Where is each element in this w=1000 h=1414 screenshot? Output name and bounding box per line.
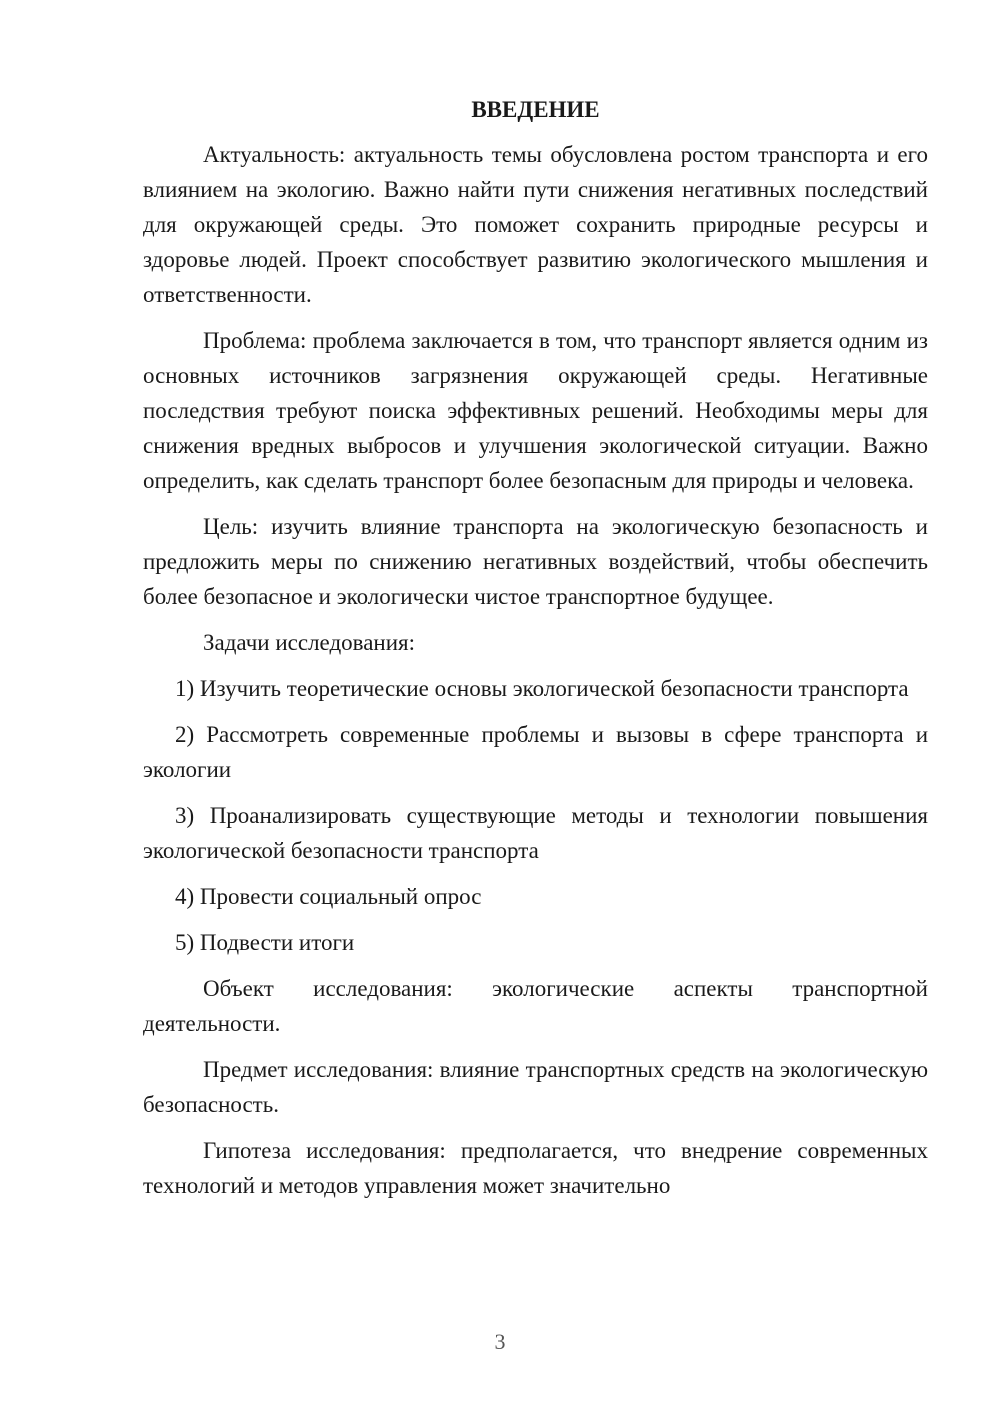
paragraph-tasks-heading: Задачи исследования: [203, 630, 416, 655]
task-item-2: 2) Рассмотреть современные проблемы и вызовы в сфере транспорта и экологии [143, 722, 928, 782]
document-page [143, 92, 928, 1214]
page-number: 3 [494, 1329, 506, 1354]
section-title: ВВЕДЕНИЕ [471, 97, 600, 122]
paragraph-object: Объект исследования: экологические аспекты транспортной деятельности. [143, 976, 928, 1036]
paragraph-relevance: Актуальность: актуальность темы обусловлена ростом транспорта и его влиянием на экологию. Важно найти пути снижения негативных последствий для окружающей среды. Это поможет сохранить природные ресурсы и здоровье людей. Проект способствует развитию экологического мышления и ответственности. [143, 142, 928, 307]
paragraph-hypothesis: Гипотеза исследования: предполагается, что внедрение современных технологий и методов управления может значительно [143, 1138, 928, 1198]
paragraph-goal: Цель: изучить влияние транспорта на экологическую безопасность и предложить меры по снижению негативных воздействий, чтобы обеспечить более безопасное и экологически чистое транспортное будущее. [143, 514, 928, 609]
paragraph-problem: Проблема: проблема заключается в том, что транспорт является одним из основных источников загрязнения окружающей среды. Негативные последствия требуют поиска эффективных решений. Необходимы меры для снижения вредных выбросов и улучшения экологической ситуации. Важно определить, как сделать транспорт более безопасным для природы и человека. [143, 328, 928, 493]
task-item-1: 1) Изучить теоретические основы экологической безопасности транспорта [175, 676, 909, 701]
task-item-5: 5) Подвести итоги [175, 930, 355, 955]
task-item-4: 4) Провести социальный опрос [175, 884, 482, 909]
paragraph-subject: Предмет исследования: влияние транспортных средств на экологическую безопасность. [143, 1057, 928, 1117]
task-item-3: 3) Проанализировать существующие методы и технологии повышения экологической безопасности транспорта [143, 803, 928, 863]
